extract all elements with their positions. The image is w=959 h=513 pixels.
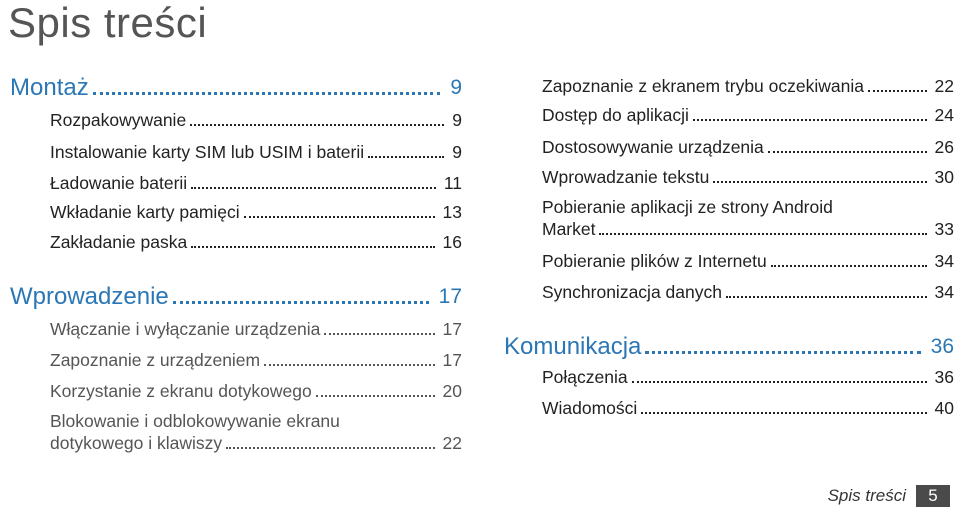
dot-leader — [632, 381, 927, 383]
toc-section-komunikacja[interactable] — [504, 334, 954, 360]
section-label: Komunikacja — [504, 333, 642, 360]
entry-page: 13 — [442, 202, 462, 222]
entry-label: Włączanie i wyłączanie urządzenia — [50, 319, 321, 339]
toc-entry[interactable] — [50, 231, 462, 253]
entry-label: Zakładanie paska — [50, 232, 188, 252]
dot-leader — [771, 265, 927, 267]
dot-leader — [173, 301, 429, 304]
entry-page: 11 — [443, 173, 462, 193]
toc-entry[interactable] — [542, 397, 954, 419]
dot-leader — [768, 151, 927, 153]
toc-entry[interactable] — [50, 141, 462, 163]
toc-entry[interactable] — [50, 201, 462, 223]
toc-entry[interactable] — [50, 410, 462, 454]
dot-leader — [713, 181, 926, 183]
toc-entry[interactable] — [542, 196, 954, 240]
entry-page: 16 — [442, 232, 462, 252]
entry-label: Ładowanie baterii — [50, 173, 188, 193]
entry-label: Dostosowywanie urządzenia — [542, 137, 764, 157]
dot-leader — [316, 395, 435, 397]
entry-page: 34 — [934, 251, 954, 271]
dot-leader — [726, 296, 927, 298]
entry-page: 30 — [934, 167, 954, 187]
entry-label: Wkładanie karty pamięci — [50, 202, 240, 222]
toc-entry[interactable] — [50, 172, 462, 194]
section-page: 36 — [930, 335, 954, 358]
dot-leader — [191, 246, 434, 248]
toc-entry[interactable] — [50, 380, 462, 402]
entry-page: 20 — [442, 381, 462, 401]
toc-entry[interactable] — [542, 104, 954, 126]
footer-label: Spis treści — [827, 486, 906, 505]
entry-label: Połączenia — [542, 367, 628, 387]
entry-page: 24 — [934, 105, 954, 125]
entry-label: Pobieranie plików z Internetu — [542, 251, 767, 271]
entry-page: 33 — [934, 219, 954, 239]
toc-entry[interactable] — [50, 109, 462, 131]
dot-leader — [244, 216, 435, 218]
dot-leader — [190, 124, 444, 126]
entry-row — [542, 218, 954, 240]
entry-label: Synchronizacja danych — [542, 282, 722, 302]
dot-leader — [324, 333, 434, 335]
toc-entry[interactable] — [50, 349, 462, 371]
dot-leader — [645, 351, 920, 354]
section-label: Wprowadzenie — [10, 283, 169, 310]
section-label: Montaż — [10, 74, 89, 101]
entry-label: Zapoznanie z urządzeniem — [50, 350, 261, 370]
entry-label: Dostęp do aplikacji — [542, 105, 689, 125]
section-page: 9 — [450, 76, 462, 99]
entry-label: Pobieranie aplikacji ze strony Android — [542, 197, 833, 217]
entry-label: dotykowego i klawiszy — [50, 433, 223, 453]
entry-page: 17 — [442, 350, 462, 370]
entry-page: 34 — [934, 282, 954, 302]
page-number-badge: 5 — [916, 485, 950, 507]
entry-page: 22 — [442, 433, 462, 453]
page-footer — [828, 485, 950, 507]
entry-page: 22 — [934, 76, 954, 96]
dot-leader — [599, 233, 926, 235]
entry-row — [50, 432, 462, 454]
entry-label: Korzystanie z ekranu dotykowego — [50, 381, 312, 401]
page-title: Spis treści — [8, 0, 208, 46]
entry-label: Blokowanie i odblokowywanie ekranu — [50, 411, 340, 431]
toc-entry[interactable] — [542, 136, 954, 158]
dot-leader — [693, 119, 927, 121]
entry-page: 17 — [442, 319, 462, 339]
toc-entry[interactable] — [50, 318, 462, 340]
entry-page: 9 — [452, 110, 462, 130]
entry-page: 9 — [452, 142, 462, 162]
toc-entry[interactable] — [542, 166, 954, 188]
entry-label: Zapoznanie z ekranem trybu oczekiwania — [542, 76, 864, 96]
entry-label: Wiadomości — [542, 398, 638, 418]
section-page: 17 — [438, 285, 462, 308]
entry-page: 36 — [934, 367, 954, 387]
entry-page: 26 — [934, 137, 954, 157]
dot-leader — [368, 156, 444, 158]
toc-entry[interactable] — [542, 281, 954, 303]
entry-label: Instalowanie karty SIM lub USIM i baterii — [50, 142, 365, 162]
dot-leader — [264, 364, 434, 366]
entry-label: Market — [542, 219, 596, 239]
toc-section-montaz[interactable] — [10, 75, 462, 101]
toc-section-wprowadzenie[interactable] — [10, 284, 462, 310]
toc-entry[interactable] — [542, 250, 954, 272]
entry-page: 40 — [934, 398, 954, 418]
dot-leader — [868, 90, 927, 92]
toc-entry[interactable] — [542, 75, 954, 97]
entry-label: Rozpakowywanie — [50, 110, 187, 130]
entry-label: Wprowadzanie tekstu — [542, 167, 710, 187]
dot-leader — [226, 447, 434, 449]
dot-leader — [641, 412, 926, 414]
dot-leader — [93, 92, 441, 95]
toc-entry[interactable] — [542, 366, 954, 388]
dot-leader — [191, 187, 436, 189]
